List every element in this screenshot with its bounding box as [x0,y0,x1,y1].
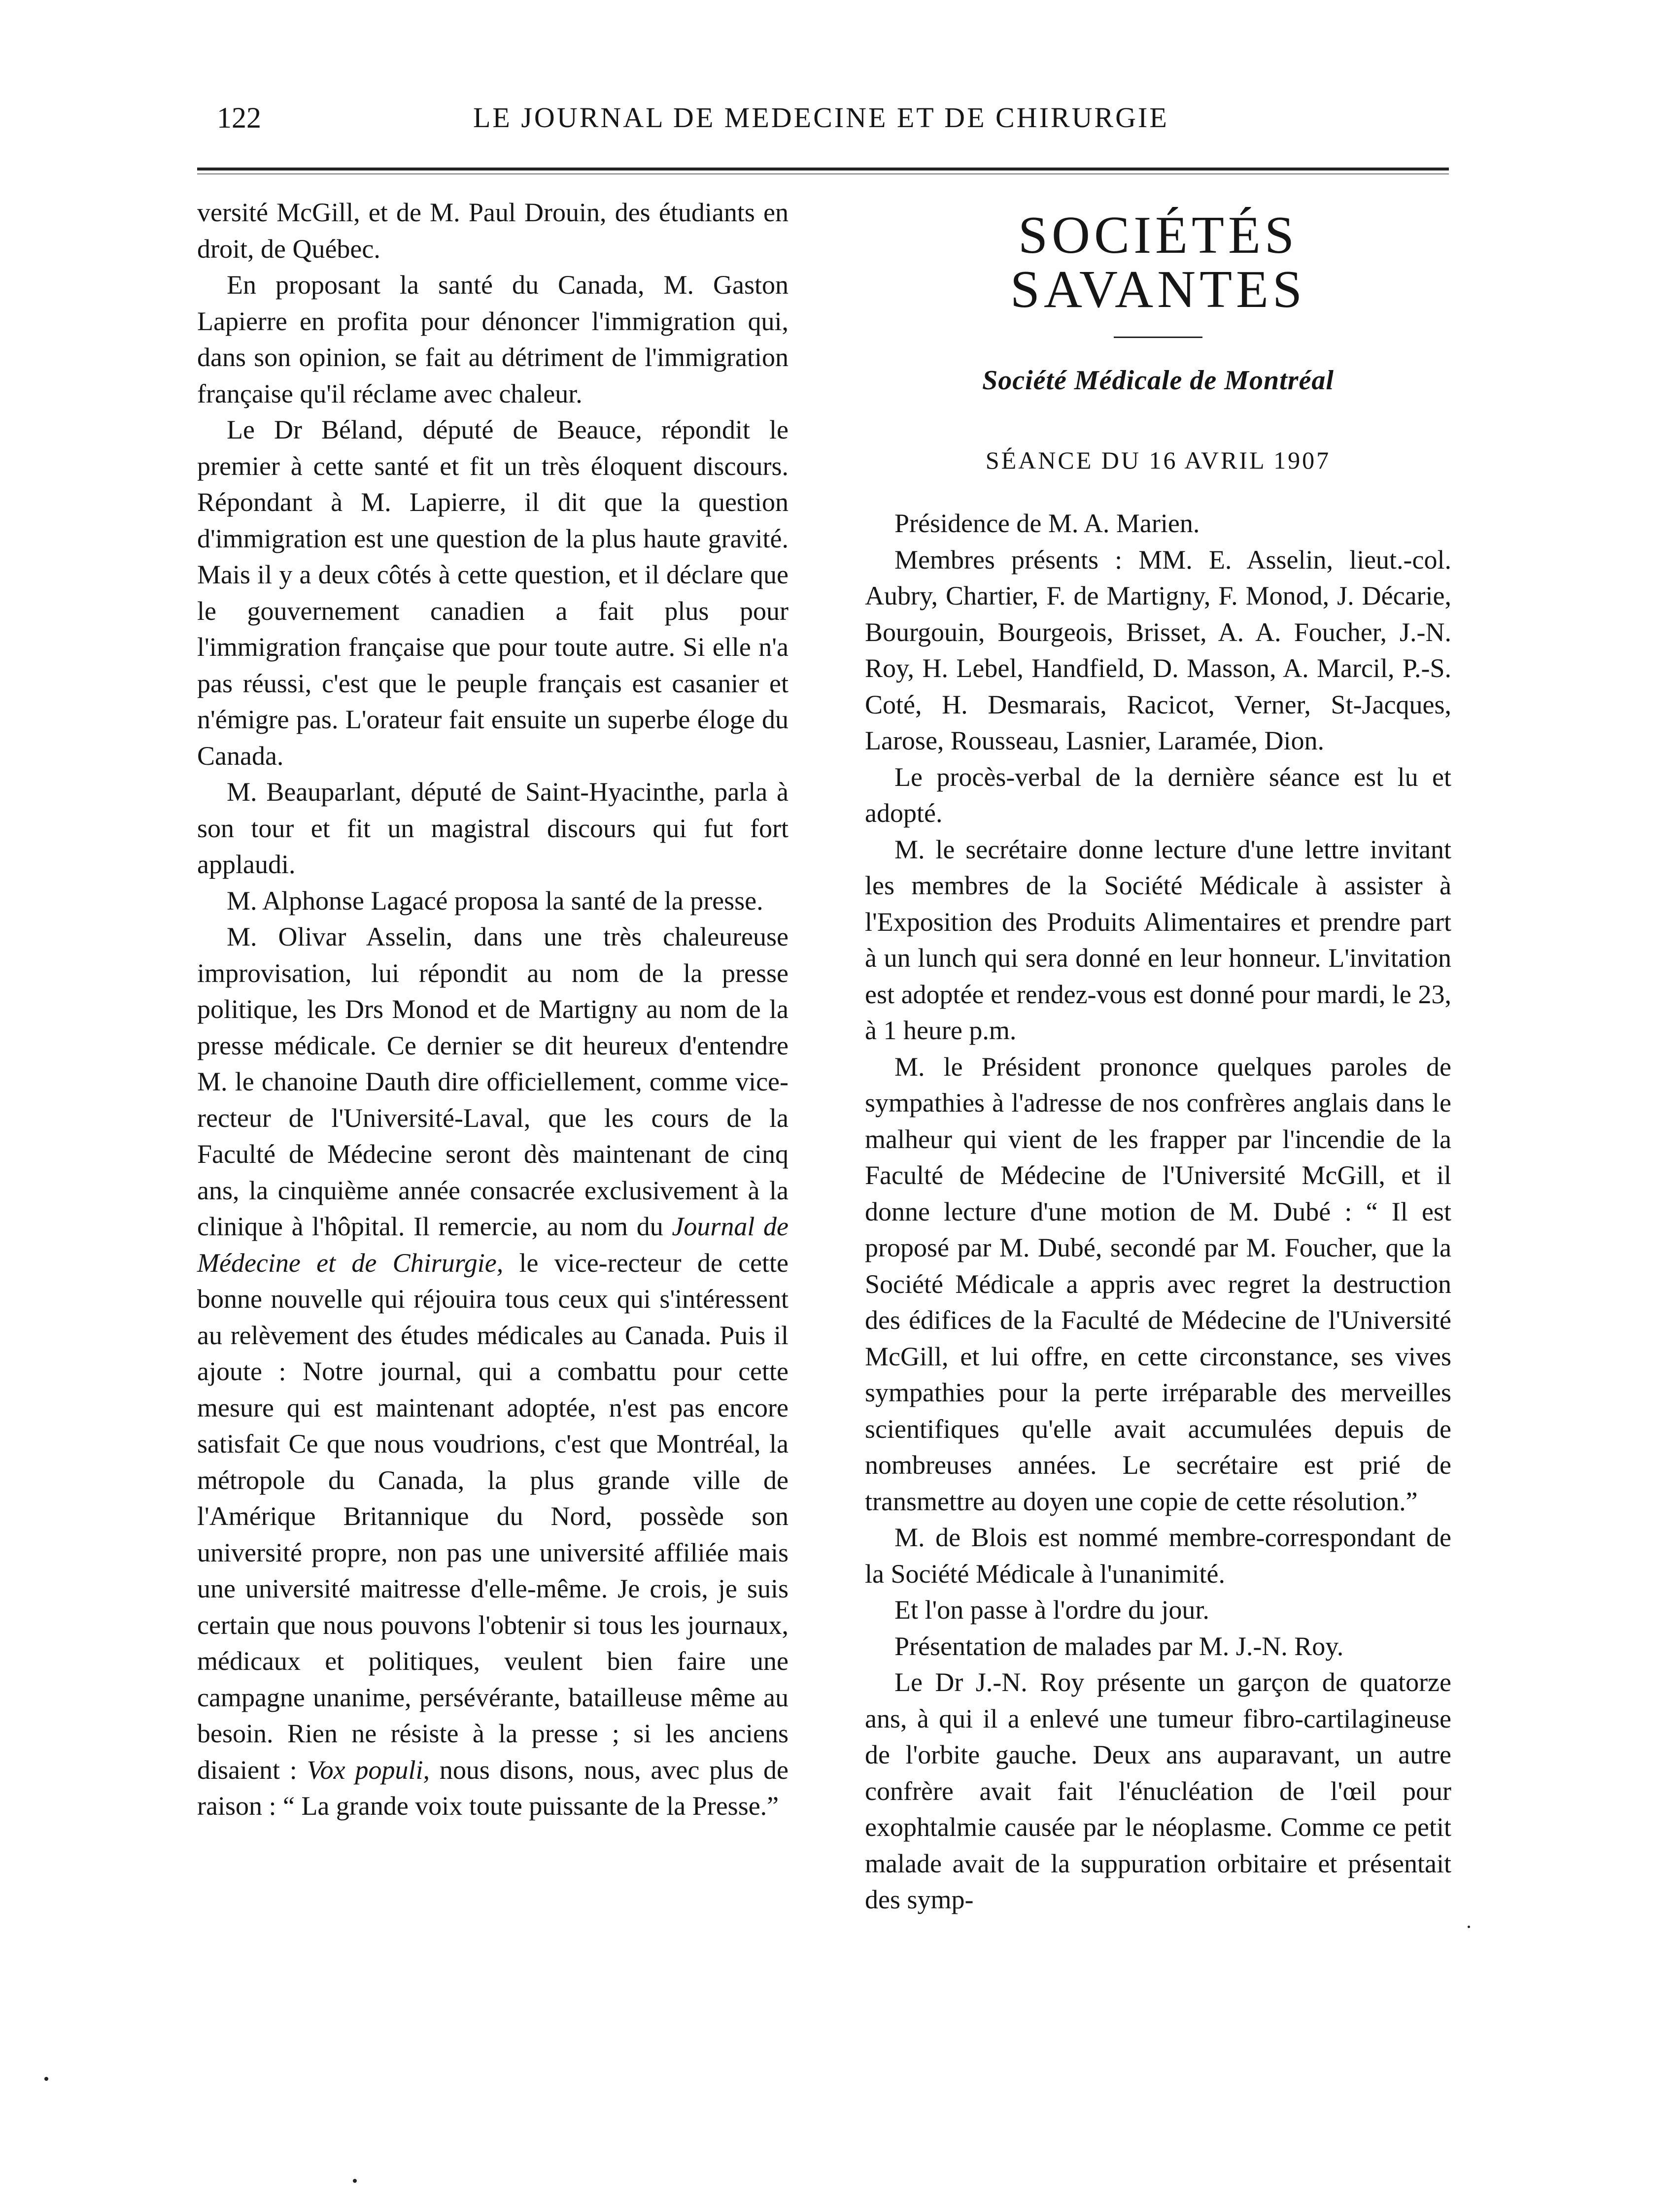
paragraph: M. le Président prononce quelques paroles de sympathies à l'adresse de nos confrères anglais dans le malheur qui vient de les frapper par l'incendie de la Faculté de Médecine de l'Université McGill, et il donne lecture d'une motion de M. Dubé : “ Il est proposé par M. Dubé, secondé par M. Foucher, que la Société Médicale a appris avec regret la destruction des édifices de la Faculté de Médecine de l'Université McGill, et lui offre, en cette circonstance, ses vives sympathies pour la perte irréparable des merveilles scientifiques qu'elle avait accumulées depuis de nombreuses années. Le secrétaire est prié de transmettre au doyen une copie de cette résolution.” [865,1052,1451,1516]
latin-phrase: Vox populi, [307,1755,430,1785]
text-run: le vice-recteur de cette bonne nouvelle qui réjouira tous ceux qui s'intéressent au relèvement des études médicales au Canada. Puis il ajoute : Notre journal, qui a combattu pour cette mesure qui est maintenant adoptée, n'est pas encore satisfait Ce que nous voudrions, c'est que Montréal, la métropole du Canada, la plus grande ville de l'Amérique Britannique du Nord, possède son université propre, non pas une université affiliée mais une université maitresse d'elle-même. Je crois, je suis certain que nous pouvons l'obtenir si tous les journaux, médicaux et politiques, veulent bien faire une campagne unanime, persévérante, batailleuse même au besoin. Rien ne résiste à la presse ; si les anciens disaient : [197,1248,789,1785]
header-rule-thin [197,173,1449,174]
page-number: 122 [217,102,261,134]
title-rule [1114,337,1202,338]
header-rule [197,168,1449,170]
paragraph: Le Dr J.-N. Roy présente un garçon de quatorze ans, à qui il a enlevé une tumeur fibro-cartilagineuse de l'orbite gauche. Deux ans auparavant, un autre confrère avait fait l'énucléation de l'œil pour exophtalmie causée par le néoplasme. Comme ce petit malade avait de la suppuration orbitaire et présentait des symp- [865,1667,1451,1914]
paragraph: Et l'on passe à l'ordre du jour. [894,1595,1209,1625]
seance-date: SÉANCE DU 16 AVRIL 1907 [985,446,1331,474]
page-header [197,101,1459,136]
section-title: SOCIÉTÉS SAVANTES [1010,206,1306,319]
paragraph: Membres présents : MM. E. Asselin, lieut.-col. Aubry, Chartier, F. de Martigny, F. Monod, J. Décarie, Bourgouin, Bourgeois, Brisset, A. A. Foucher, J.-N. Roy, H. Lebel, Handfield, D. Masson, A. Marcil, P.-S. Coté, H. Desmarais, Racicot, Verner, St-Jacques, Larose, Rousseau, Lasnier, Laramée, Dion. [865,544,1451,755]
scan-speck [44,2077,48,2081]
paragraph: M. le secrétaire donne lecture d'une lettre invitant les membres de la Société Médicale à assister à l'Exposition des Produits Alimentaires et prendre part à un lunch qui sera donné en leur honneur. L'invitation est adoptée et rendez-vous est donné pour mardi, le 23, à 1 heure p.m. [865,834,1451,1045]
society-title: Société Médicale de Montréal [982,365,1334,396]
paragraph: Présentation de malades par M. J.-N. Roy. [894,1631,1344,1661]
paragraph: M. Alphonse Lagacé proposa la santé de la presse. [227,885,763,916]
journal-title: Journal de Médecine et de Chirurgie, [197,1212,789,1278]
paragraph: En proposant la santé du Canada, M. Gaston Lapierre en profita pour dénoncer l'immigration qui, dans son opinion, se fait au détriment de l'immigration française qu'il réclame avec chaleur. [197,270,789,408]
text-run: nous disons, nous, avec plus de raison : “ La grande voix toute puissante de la Presse.” [197,1755,789,1821]
paragraph: Le Dr Béland, député de Beauce, répondit le premier à cette santé et fit un très éloquent discours. Répondant à M. Lapierre, il dit que la question d'immigration est une question de la plus haute gravité. Mais il y a deux côtés à cette question, et il déclare que le gouvernement canadien a fait plus pour l'immigration française que pour toute autre. Si elle n'a pas réussi, c'est que le peuple français est casanier et n'émigre pas. L'orateur fait ensuite un superbe éloge du Canada. [197,415,789,771]
paragraph-asselin [197,919,789,1825]
paragraph: M. Beauparlant, député de Saint-Hyacinthe, parla à son tour et fit un magistral discours qui fut fort applaudi. [197,777,789,879]
right-column [865,195,1451,1918]
paragraph: versité McGill, et de M. Paul Drouin, des étudiants en droit, de Québec. [197,198,789,264]
running-title: LE JOURNAL DE MEDECINE ET DE CHIRURGIE [473,102,1169,134]
left-column [197,195,789,1825]
paragraph: Présidence de M. A. Marien. [894,509,1200,538]
paragraph: Le procès-verbal de la dernière séance est lu et adopté. [865,762,1451,828]
scan-speck [353,2179,357,2183]
scan-speck [1468,1926,1470,1928]
paragraph: M. de Blois est nommé membre-correspondant de la Société Médicale à l'unanimité. [865,1523,1451,1589]
text-run: M. Olivar Asselin, dans une très chaleureuse improvisation, lui répondit au nom de la presse politique, les Drs Monod et de Martigny au nom de la presse médicale. Ce dernier se dit heureux d'entendre M. le chanoine Dauth dire officiellement, comme vice-recteur de l'Université-Laval, que les cours de la Faculté de Médecine seront dès maintenant de cinq ans, la cinquième année consacrée exclusivement à la clinique à l'hôpital. Il remercie, au nom du [197,922,789,1241]
